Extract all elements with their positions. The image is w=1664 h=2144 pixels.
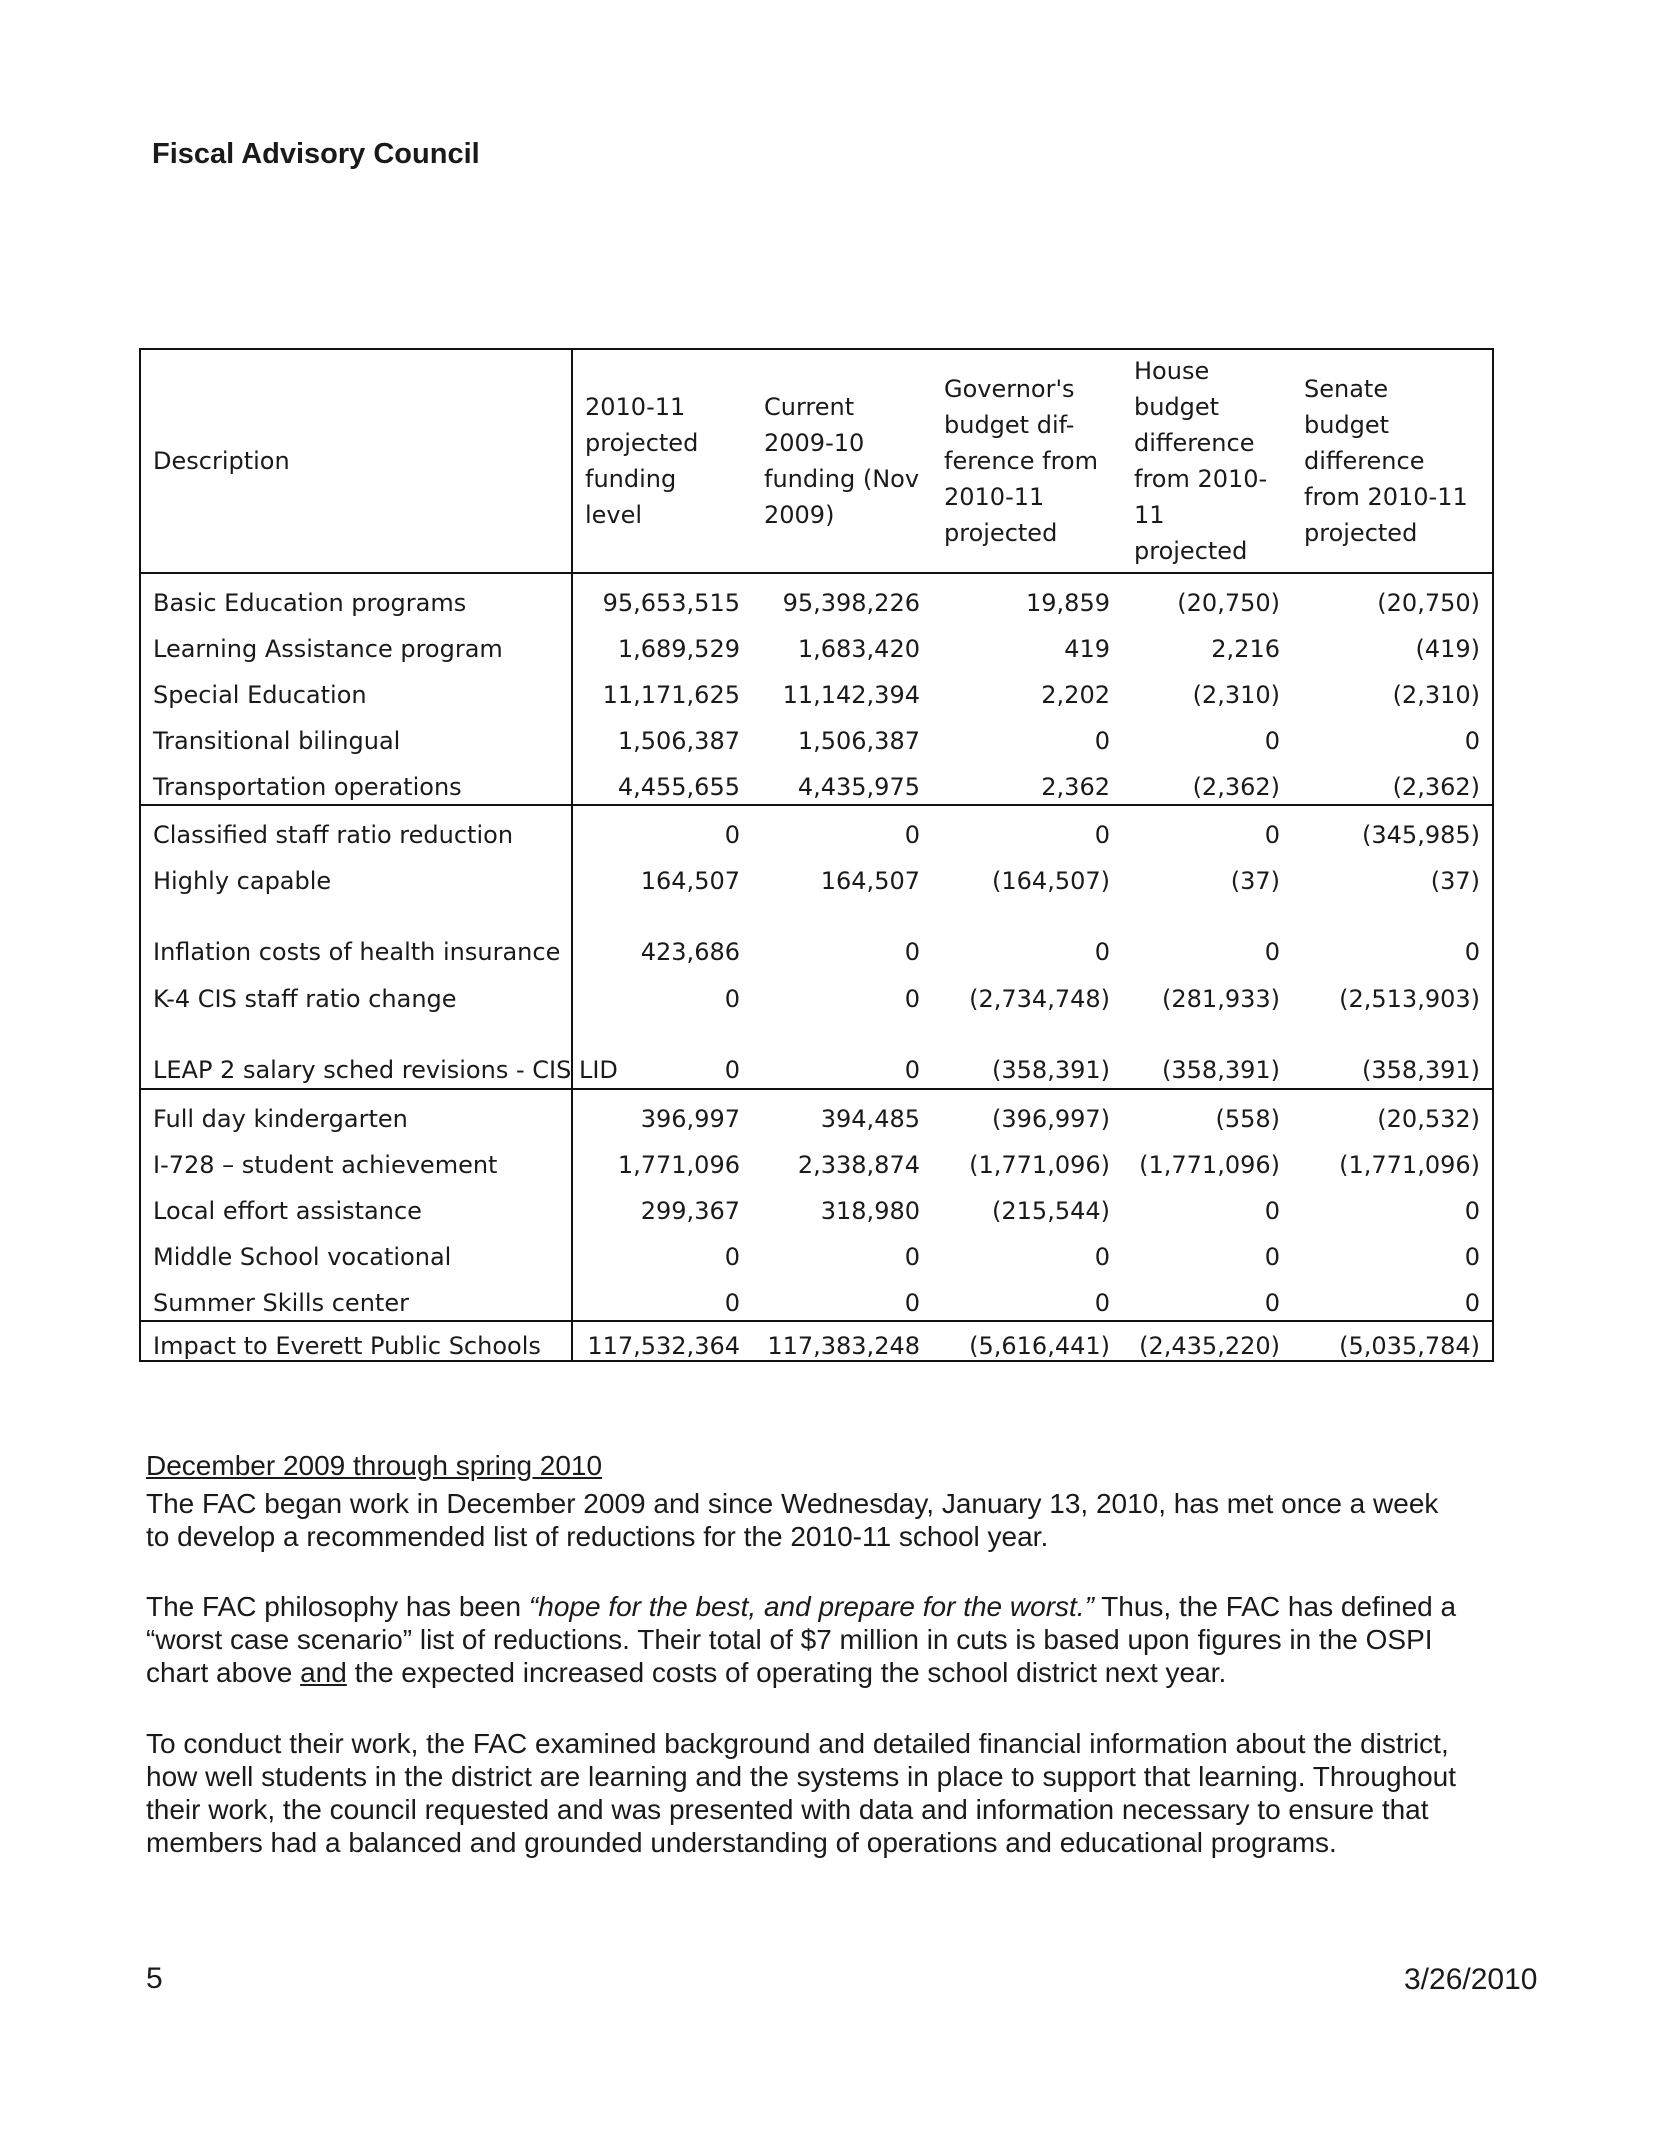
cell-projected: 0 bbox=[724, 985, 740, 1013]
row-description: Middle School vocational bbox=[140, 1228, 572, 1274]
cell-house: 0 bbox=[1264, 938, 1280, 966]
cell-governor: 0 bbox=[1094, 821, 1110, 849]
cell-governor: 2,202 bbox=[1041, 681, 1110, 709]
cell-projected: 0 bbox=[572, 1016, 752, 1089]
page-date: 3/26/2010 bbox=[1404, 1963, 1538, 1996]
cell-current: 1,506,387 bbox=[797, 727, 920, 755]
row-description: Highly capable bbox=[140, 852, 572, 898]
row-description: Classified staff ratio reduction bbox=[140, 805, 572, 852]
row-description: K-4 CIS staff ratio change bbox=[140, 970, 572, 1016]
section-heading: December 2009 through spring 2010 bbox=[146, 1450, 603, 1481]
cell-current: 2,338,874 bbox=[797, 1151, 920, 1179]
page-number: 5 bbox=[146, 1962, 163, 1995]
cell-house: 0 bbox=[1264, 1197, 1280, 1225]
table-row bbox=[140, 805, 1493, 852]
cell-senate: (37) bbox=[1430, 867, 1480, 895]
row-description: Learning Assistance program bbox=[140, 620, 572, 666]
total-house: (2,435,220) bbox=[1122, 1321, 1292, 1361]
cell-house: (1,771,096) bbox=[1139, 1151, 1280, 1179]
cell-governor: (396,997) bbox=[992, 1105, 1110, 1133]
cell-governor: 2,362 bbox=[932, 758, 1122, 805]
table-row bbox=[140, 620, 1493, 666]
cell-current: 0 bbox=[904, 1243, 920, 1271]
cell-house: (37) bbox=[1230, 867, 1280, 895]
paragraph-fac-work-start: The FAC began work in December 2009 and since Wednesday, January 13, 2010, has met once a week to develop a recommended list of reductions for the 2010-11 school year. bbox=[146, 1488, 1439, 1552]
table-row bbox=[140, 1136, 1493, 1182]
cell-senate: 0 bbox=[1292, 1274, 1493, 1321]
cell-house: 2,216 bbox=[1211, 635, 1280, 663]
cell-house: (281,933) bbox=[1162, 985, 1280, 1013]
table-row bbox=[140, 970, 1493, 1016]
row-description: Basic Education programs bbox=[140, 573, 572, 620]
cell-senate: 0 bbox=[1464, 1197, 1480, 1225]
table-row bbox=[140, 1274, 1493, 1321]
cell-projected: 1,689,529 bbox=[617, 635, 740, 663]
cell-governor: (164,507) bbox=[992, 867, 1110, 895]
cell-senate: (2,362) bbox=[1292, 758, 1493, 805]
cell-senate: (20,532) bbox=[1377, 1105, 1480, 1133]
cell-current: 394,485 bbox=[820, 1105, 920, 1133]
cell-senate: (2,310) bbox=[1392, 681, 1480, 709]
cell-current: 11,142,394 bbox=[782, 681, 920, 709]
table-row bbox=[140, 712, 1493, 758]
header-house-difference: House budget difference from 2010-11 projected bbox=[1122, 349, 1292, 573]
header-current-funding: Current 2009-10 funding (Nov 2009) bbox=[752, 349, 932, 573]
cell-projected: 396,997 bbox=[640, 1105, 740, 1133]
cell-house: (358,391) bbox=[1122, 1016, 1292, 1089]
page-title: Fiscal Advisory Council bbox=[152, 138, 480, 170]
cell-projected: 0 bbox=[724, 1243, 740, 1271]
table-row bbox=[140, 573, 1493, 620]
cell-current: 0 bbox=[752, 1274, 932, 1321]
cell-governor: (2,734,748) bbox=[969, 985, 1110, 1013]
cell-house: 0 bbox=[1264, 821, 1280, 849]
cell-projected: 423,686 bbox=[640, 938, 740, 966]
table-row bbox=[140, 1089, 1493, 1136]
cell-governor: (215,544) bbox=[992, 1197, 1110, 1225]
cell-governor: 0 bbox=[1094, 1243, 1110, 1271]
cell-senate: (345,985) bbox=[1362, 821, 1480, 849]
row-description: I-728 – student achievement bbox=[140, 1136, 572, 1182]
cell-house: (2,310) bbox=[1192, 681, 1280, 709]
row-description: Transportation operations bbox=[140, 758, 572, 805]
cell-projected: 4,455,655 bbox=[572, 758, 752, 805]
cell-projected: 1,771,096 bbox=[617, 1151, 740, 1179]
table-header-row bbox=[140, 349, 1493, 573]
cell-current: 4,435,975 bbox=[752, 758, 932, 805]
table-row bbox=[140, 758, 1493, 805]
table-total-row bbox=[140, 1321, 1493, 1361]
cell-house: (558) bbox=[1215, 1105, 1280, 1133]
row-description: Local effort assistance bbox=[140, 1182, 572, 1228]
row-description: Inflation costs of health insurance bbox=[140, 898, 572, 970]
row-description: Transitional bilingual bbox=[140, 712, 572, 758]
cell-house: 0 bbox=[1264, 727, 1280, 755]
cell-current: 318,980 bbox=[820, 1197, 920, 1225]
cell-projected: 95,653,515 bbox=[602, 589, 740, 617]
paragraph-fac-examination: To conduct their work, the FAC examined background and detailed financial information about the district, how well students in the district are learning and the systems in place to support that learning. Throughout their work, the council requested and was presented with data and information necessary to ensure that members had a balanced and grounded understanding of operations and educational programs. bbox=[146, 1728, 1457, 1858]
paragraph-text: the expected increased costs of operating the school district next year. bbox=[346, 1657, 1227, 1688]
table-row bbox=[140, 1182, 1493, 1228]
cell-senate: 0 bbox=[1464, 938, 1480, 966]
table-row bbox=[140, 1016, 1493, 1089]
cell-current: 164,507 bbox=[820, 867, 920, 895]
row-description: Full day kindergarten bbox=[140, 1089, 572, 1136]
cell-current: 1,683,420 bbox=[797, 635, 920, 663]
cell-projected: 299,367 bbox=[640, 1197, 740, 1225]
cell-house: 0 bbox=[1122, 1274, 1292, 1321]
paragraph-text: Thus, the FAC has defined a “worst case scenario” list of reductions. Their total of $7 million in cuts is based upon figures in the OSPI chart above bbox=[146, 1591, 1457, 1688]
cell-projected: 0 bbox=[724, 821, 740, 849]
cell-senate: 0 bbox=[1464, 727, 1480, 755]
cell-governor: 19,859 bbox=[1026, 589, 1110, 617]
paragraph-fac-philosophy bbox=[146, 1590, 1466, 1689]
cell-current: 0 bbox=[904, 821, 920, 849]
cell-governor: 0 bbox=[1094, 727, 1110, 755]
total-description: Impact to Everett Public Schools bbox=[140, 1321, 572, 1361]
cell-governor: (1,771,096) bbox=[969, 1151, 1110, 1179]
cell-current: 0 bbox=[904, 938, 920, 966]
row-description: Summer Skills center bbox=[140, 1274, 572, 1321]
table-row bbox=[140, 666, 1493, 712]
cell-current: 0 bbox=[752, 1016, 932, 1089]
cell-senate: (20,750) bbox=[1377, 589, 1480, 617]
cell-projected: 0 bbox=[572, 1274, 752, 1321]
cell-projected: 11,171,625 bbox=[602, 681, 740, 709]
cell-senate: (358,391) bbox=[1292, 1016, 1493, 1089]
budget-table-container bbox=[139, 348, 1492, 1362]
cell-senate: (419) bbox=[1415, 635, 1480, 663]
cell-projected: 164,507 bbox=[640, 867, 740, 895]
table-row bbox=[140, 1228, 1493, 1274]
paragraph-text: The FAC philosophy has been bbox=[146, 1591, 529, 1622]
table-row bbox=[140, 898, 1493, 970]
total-current: 117,383,248 bbox=[752, 1321, 932, 1361]
total-projected: 117,532,364 bbox=[572, 1321, 752, 1361]
cell-senate: 0 bbox=[1464, 1243, 1480, 1271]
cell-house: 0 bbox=[1264, 1243, 1280, 1271]
total-governor: (5,616,441) bbox=[932, 1321, 1122, 1361]
underlined-and: and bbox=[300, 1657, 347, 1688]
cell-governor: 0 bbox=[932, 1274, 1122, 1321]
cell-senate: (2,513,903) bbox=[1339, 985, 1480, 1013]
cell-house: (20,750) bbox=[1177, 589, 1280, 617]
header-governor-difference: Governor's budget dif-ference from 2010-11 projected bbox=[932, 349, 1122, 573]
row-description: Special Education bbox=[140, 666, 572, 712]
total-senate: (5,035,784) bbox=[1292, 1321, 1493, 1361]
cell-projected: 1,506,387 bbox=[617, 727, 740, 755]
cell-current: 0 bbox=[904, 985, 920, 1013]
header-description: Description bbox=[140, 349, 572, 573]
cell-senate: (1,771,096) bbox=[1339, 1151, 1480, 1179]
table-row bbox=[140, 852, 1493, 898]
cell-house: (2,362) bbox=[1122, 758, 1292, 805]
budget-table bbox=[139, 348, 1494, 1362]
cell-governor: (358,391) bbox=[932, 1016, 1122, 1089]
cell-governor: 419 bbox=[1064, 635, 1110, 663]
header-projected-funding: 2010-11 projected funding level bbox=[572, 349, 752, 573]
header-senate-difference: Senate budget difference from 2010-11 projected bbox=[1292, 349, 1493, 573]
cell-governor: 0 bbox=[1094, 938, 1110, 966]
philosophy-quote: “hope for the best, and prepare for the worst.” bbox=[528, 1591, 1094, 1622]
row-description: LEAP 2 salary sched revisions - CIS LID bbox=[140, 1016, 572, 1089]
cell-current: 95,398,226 bbox=[782, 589, 920, 617]
